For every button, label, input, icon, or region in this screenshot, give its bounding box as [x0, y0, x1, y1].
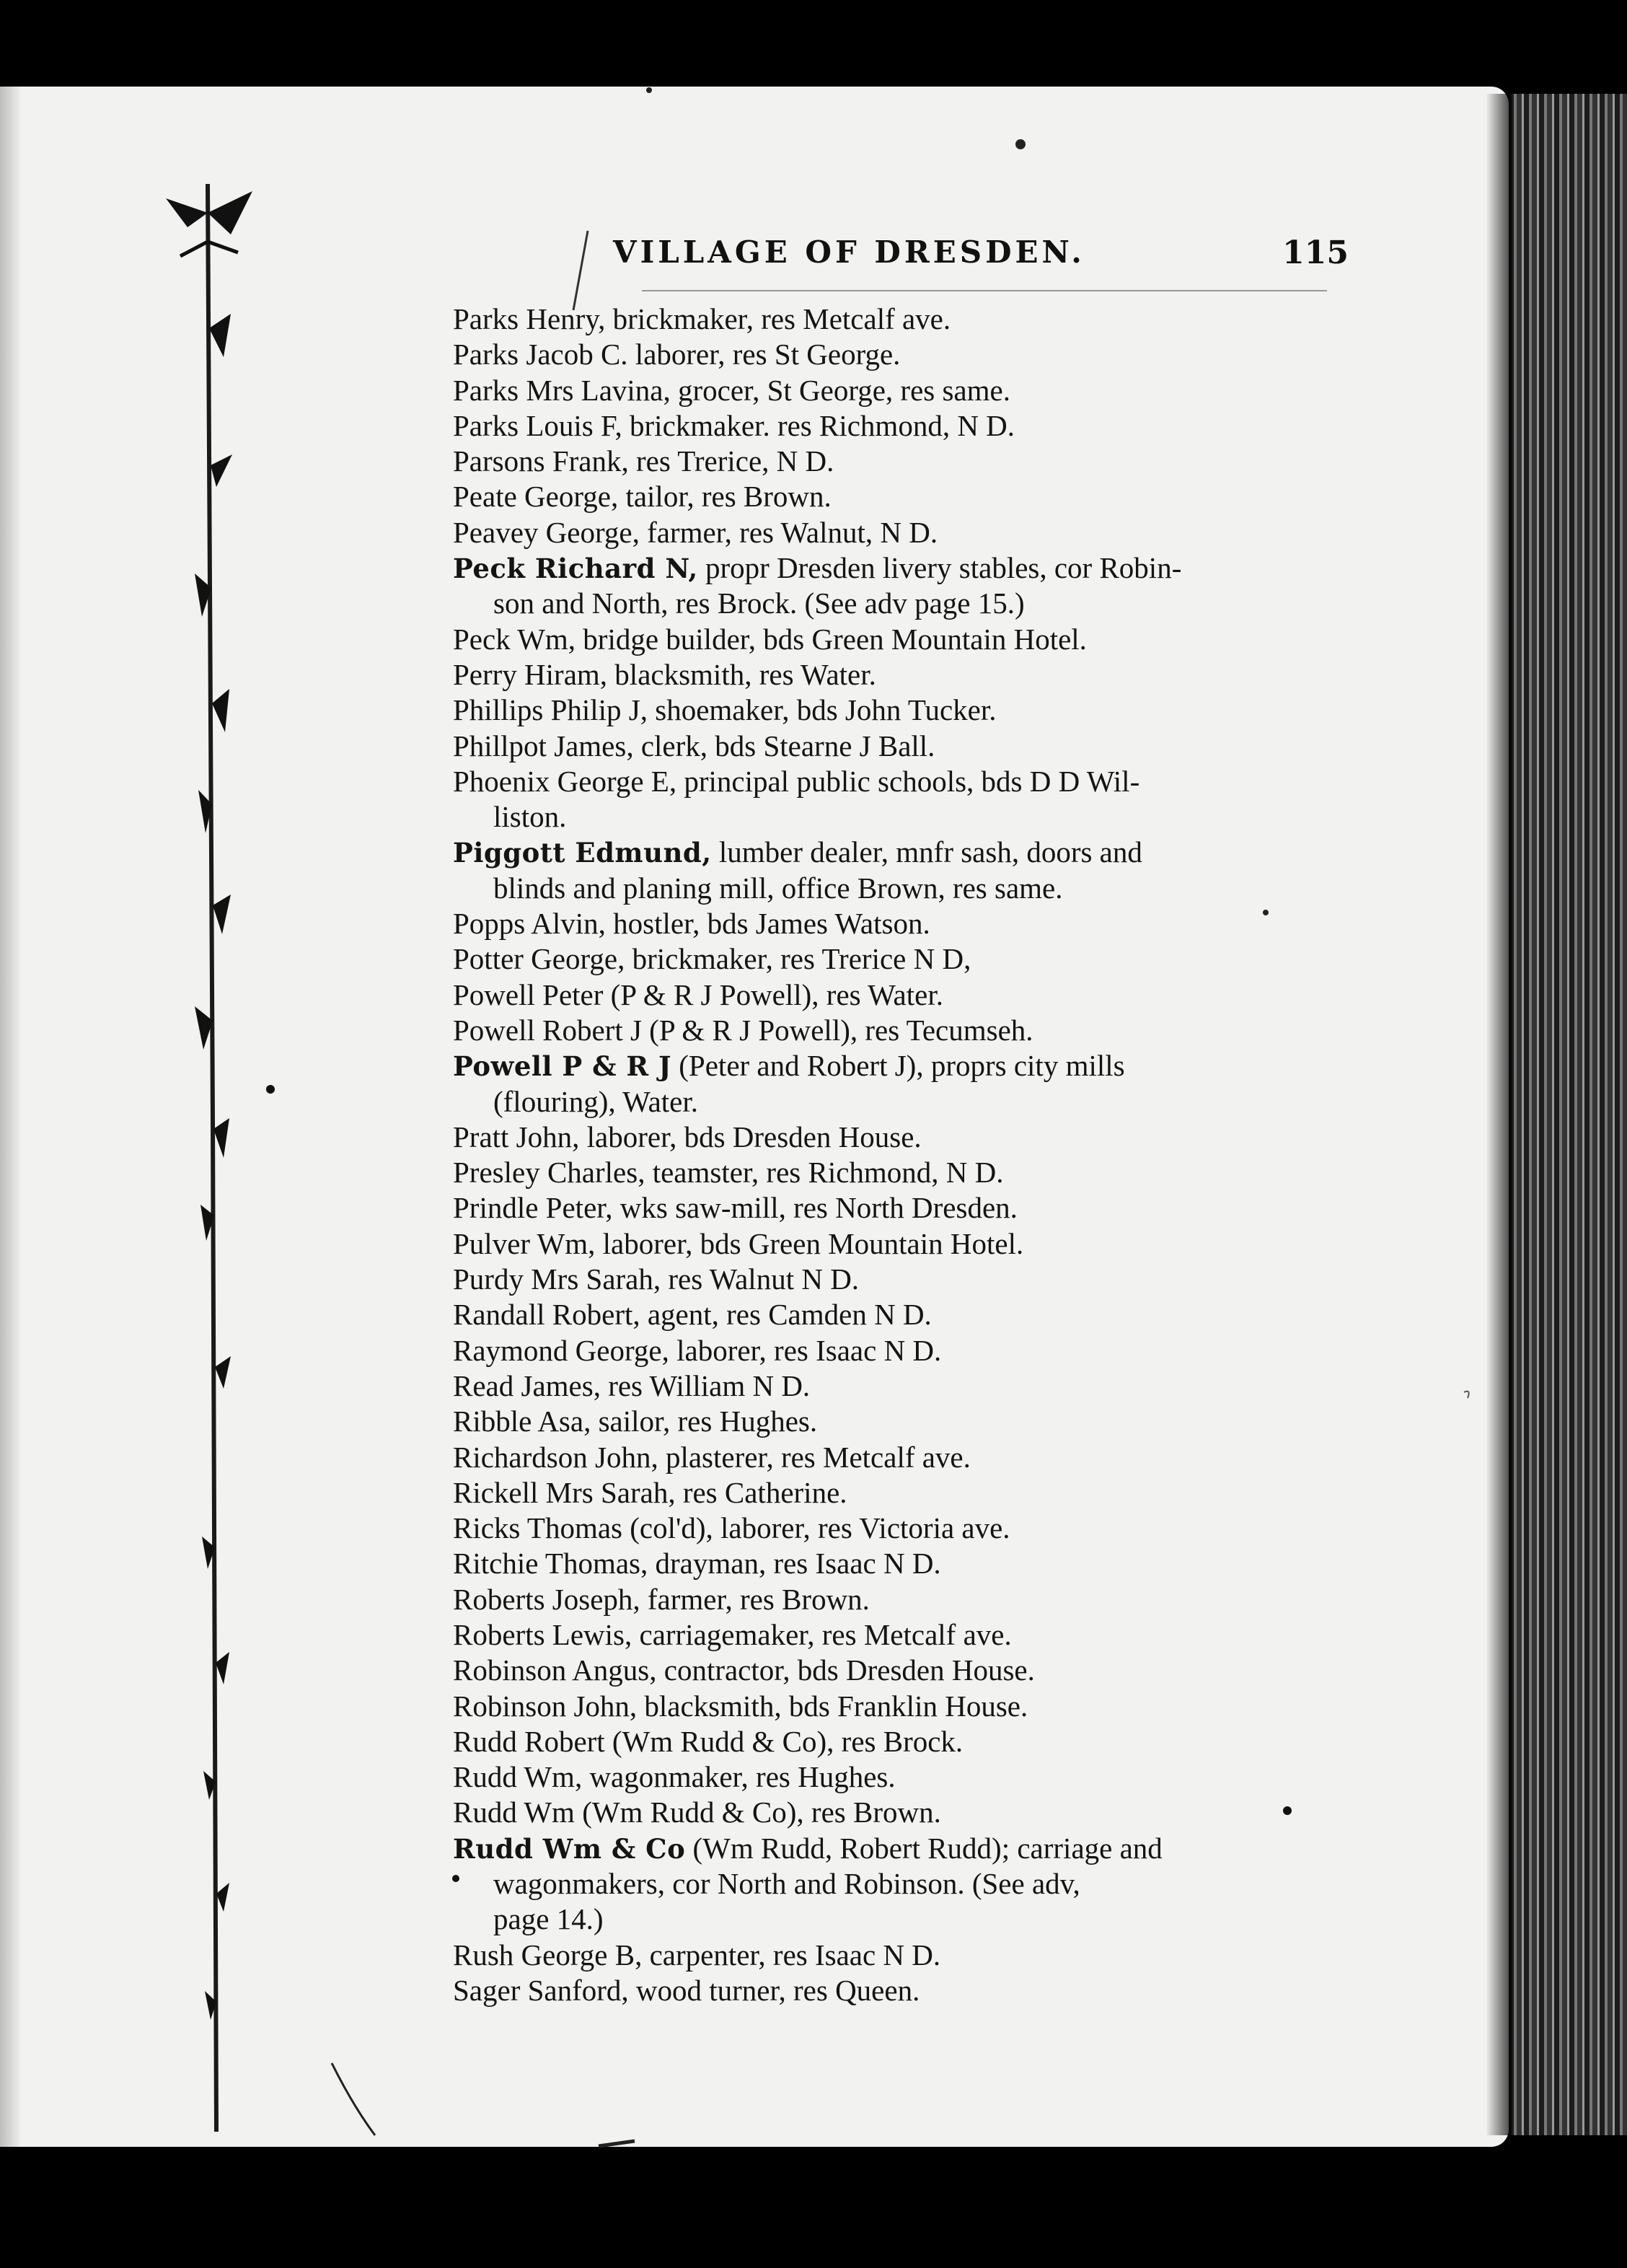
directory-entry: [453, 515, 1360, 550]
directory-entry: [453, 1262, 1360, 1297]
entry-continuation: liston.: [493, 800, 567, 834]
directory-entry: [453, 657, 1360, 693]
directory-entry: [453, 1689, 1360, 1724]
entry-line: Sager Sanford, wood turner, res Queen.: [453, 1973, 920, 2007]
entry-line: [453, 835, 1360, 870]
entry-line: Popps Alvin, hostler, bds James Watson.: [453, 907, 930, 941]
directory-entry: [453, 302, 1360, 337]
directory-entry: [453, 1582, 1360, 1617]
entry-continuation: blinds and planing mill, office Brown, res same.: [493, 871, 1063, 905]
directory-entry: [453, 337, 1360, 372]
directory-entry-featured: [453, 1831, 1360, 1938]
entry-text: (Peter and Robert J), proprs city mills: [671, 1049, 1125, 1083]
entry-line: Prindle Peter, wks saw-mill, res North Dresden.: [453, 1191, 1018, 1225]
entry-line: Ricks Thomas (col'd), laborer, res Victoria ave.: [453, 1511, 1010, 1545]
entry-line: Peck Wm, bridge builder, bds Green Mountain Hotel.: [453, 622, 1087, 656]
entry-line: Rickell Mrs Sarah, res Catherine.: [453, 1475, 847, 1509]
directory-entry: [453, 1511, 1360, 1546]
page-gutter-shadow: [0, 87, 20, 2147]
directory-entry: [453, 1297, 1360, 1332]
directory-entry: [453, 977, 1360, 1013]
entry-line: Rudd Robert (Wm Rudd & Co), res Brock.: [453, 1724, 964, 1758]
entry-line: [453, 1831, 1360, 1866]
entry-line: Presley Charles, teamster, res Richmond, N D.: [453, 1156, 1004, 1190]
entry-line: [453, 1048, 1360, 1084]
entry-line: Read James, res William N D.: [453, 1368, 811, 1402]
pencil-mark: [566, 227, 595, 314]
directory-entry: [453, 1440, 1360, 1475]
entry-line: Peate George, tailor, res Brown.: [453, 480, 832, 514]
directory-entry: [453, 479, 1360, 514]
entry-line: Phoenix George E, principal public schools, bds D D Wil-: [453, 764, 1140, 798]
entry-text: lumber dealer, mnfr sash, doors and: [711, 835, 1142, 869]
pressed-plant-illustration: [144, 184, 317, 2132]
directory-entry: [453, 1475, 1360, 1511]
directory-entry: [453, 1226, 1360, 1262]
directory-entry: [453, 693, 1360, 728]
directory-entry: [453, 1333, 1360, 1368]
featured-name: Peck Richard N,: [453, 553, 698, 585]
page-number: 115: [1282, 234, 1349, 271]
entry-line: Randall Robert, agent, res Camden N D.: [453, 1298, 932, 1332]
entry-continuation: (flouring), Water.: [493, 1084, 698, 1118]
entry-continuation: son and North, res Brock. (See adv page 15.): [493, 586, 1025, 620]
featured-name: Rudd Wm & Co: [453, 1832, 686, 1865]
entry-line: Purdy Mrs Sarah, res Walnut N D.: [453, 1262, 860, 1296]
entry-text: propr Dresden livery stables, cor Robin-: [697, 551, 1182, 585]
entry-line: Rudd Wm (Wm Rudd & Co), res Brown.: [453, 1796, 941, 1829]
entry-line: Rush George B, carpenter, res Isaac N D.: [453, 1938, 941, 1972]
entry-text: (Wm Rudd, Robert Rudd); carriage and: [685, 1831, 1163, 1865]
entry-continuation: page 14.): [493, 1902, 604, 1936]
directory-entry: [453, 729, 1360, 764]
page-header: [613, 234, 1349, 285]
entry-line: Pratt John, laborer, bds Dresden House.: [453, 1120, 922, 1153]
directory-entry: [453, 1653, 1360, 1688]
directory-entry-featured: [453, 1048, 1360, 1120]
entry-line: Ritchie Thomas, drayman, res Isaac N D.: [453, 1547, 941, 1581]
directory-entry: [453, 1617, 1360, 1653]
entry-continuation: wagonmakers, cor North and Robinson. (See adv,: [493, 1867, 1080, 1901]
directory-entry: [453, 1190, 1360, 1226]
entry-line: Roberts Joseph, farmer, res Brown.: [453, 1582, 870, 1616]
directory-entry: [453, 1724, 1360, 1759]
entry-line: Richardson John, plasterer, res Metcalf ave.: [453, 1440, 971, 1474]
directory-entry: [453, 1795, 1360, 1830]
running-title: VILLAGE OF DRESDEN.: [613, 234, 1085, 270]
entry-line: Robinson Angus, contractor, bds Dresden House.: [453, 1653, 1035, 1687]
entry-line: [453, 550, 1360, 586]
entry-line: Roberts Lewis, carriagemaker, res Metcalf ave.: [453, 1617, 1012, 1651]
directory-entry: [453, 622, 1360, 657]
directory-listing: [453, 302, 1360, 2008]
header-rule: [642, 290, 1327, 291]
directory-entry: [453, 1120, 1360, 1155]
entry-line: Peavey George, farmer, res Walnut, N D.: [453, 515, 938, 549]
entry-line: Potter George, brickmaker, res Trerice N D,: [453, 942, 971, 976]
entry-line: Robinson John, blacksmith, bds Franklin House.: [453, 1689, 1028, 1723]
directory-entry: [453, 764, 1360, 835]
entry-line: Pulver Wm, laborer, bds Green Mountain Hotel.: [453, 1226, 1024, 1260]
directory-entry: [453, 1155, 1360, 1190]
featured-name: Powell P & R J: [453, 1050, 672, 1083]
directory-entry: [453, 1013, 1360, 1048]
directory-entry: [453, 1546, 1360, 1581]
entry-line: Parsons Frank, res Trerice, N D.: [453, 444, 834, 478]
directory-entry: [453, 1404, 1360, 1439]
entry-line: Parks Jacob C. laborer, res St George.: [453, 338, 901, 372]
entry-line: Parks Henry, brickmaker, res Metcalf ave.: [453, 302, 951, 335]
directory-entry: [453, 1973, 1360, 2008]
directory-entry: [453, 373, 1360, 408]
directory-entry: [453, 1759, 1360, 1795]
page-edges: [1509, 94, 1627, 2135]
entry-line: Phillpot James, clerk, bds Stearne J Ball.: [453, 729, 935, 762]
directory-entry: [453, 1938, 1360, 1973]
entry-line: Ribble Asa, sailor, res Hughes.: [453, 1405, 818, 1438]
entry-line: Parks Mrs Lavina, grocer, St George, res same.: [453, 373, 1010, 407]
entry-line: Perry Hiram, blacksmith, res Water.: [453, 657, 876, 691]
directory-entry: [453, 906, 1360, 941]
directory-entry: [453, 408, 1360, 444]
entry-line: Raymond George, laborer, res Isaac N D.: [453, 1333, 942, 1367]
entry-line: Powell Peter (P & R J Powell), res Water.: [453, 977, 943, 1011]
entry-line: Phillips Philip J, shoemaker, bds John Tucker.: [453, 693, 997, 727]
entry-line: Rudd Wm, wagonmaker, res Hughes.: [453, 1760, 896, 1794]
page-edge-shadow: [1486, 94, 1512, 2135]
featured-name: Piggott Edmund,: [453, 837, 712, 869]
entry-line: Parks Louis F, brickmaker. res Richmond, N D.: [453, 408, 1015, 442]
directory-entry-featured: [453, 550, 1360, 622]
entry-line: Powell Robert J (P & R J Powell), res Tecumseh.: [453, 1013, 1033, 1047]
directory-entry: [453, 444, 1360, 479]
directory-entry: [453, 941, 1360, 977]
directory-entry: [453, 1368, 1360, 1404]
directory-entry-featured: [453, 835, 1360, 906]
